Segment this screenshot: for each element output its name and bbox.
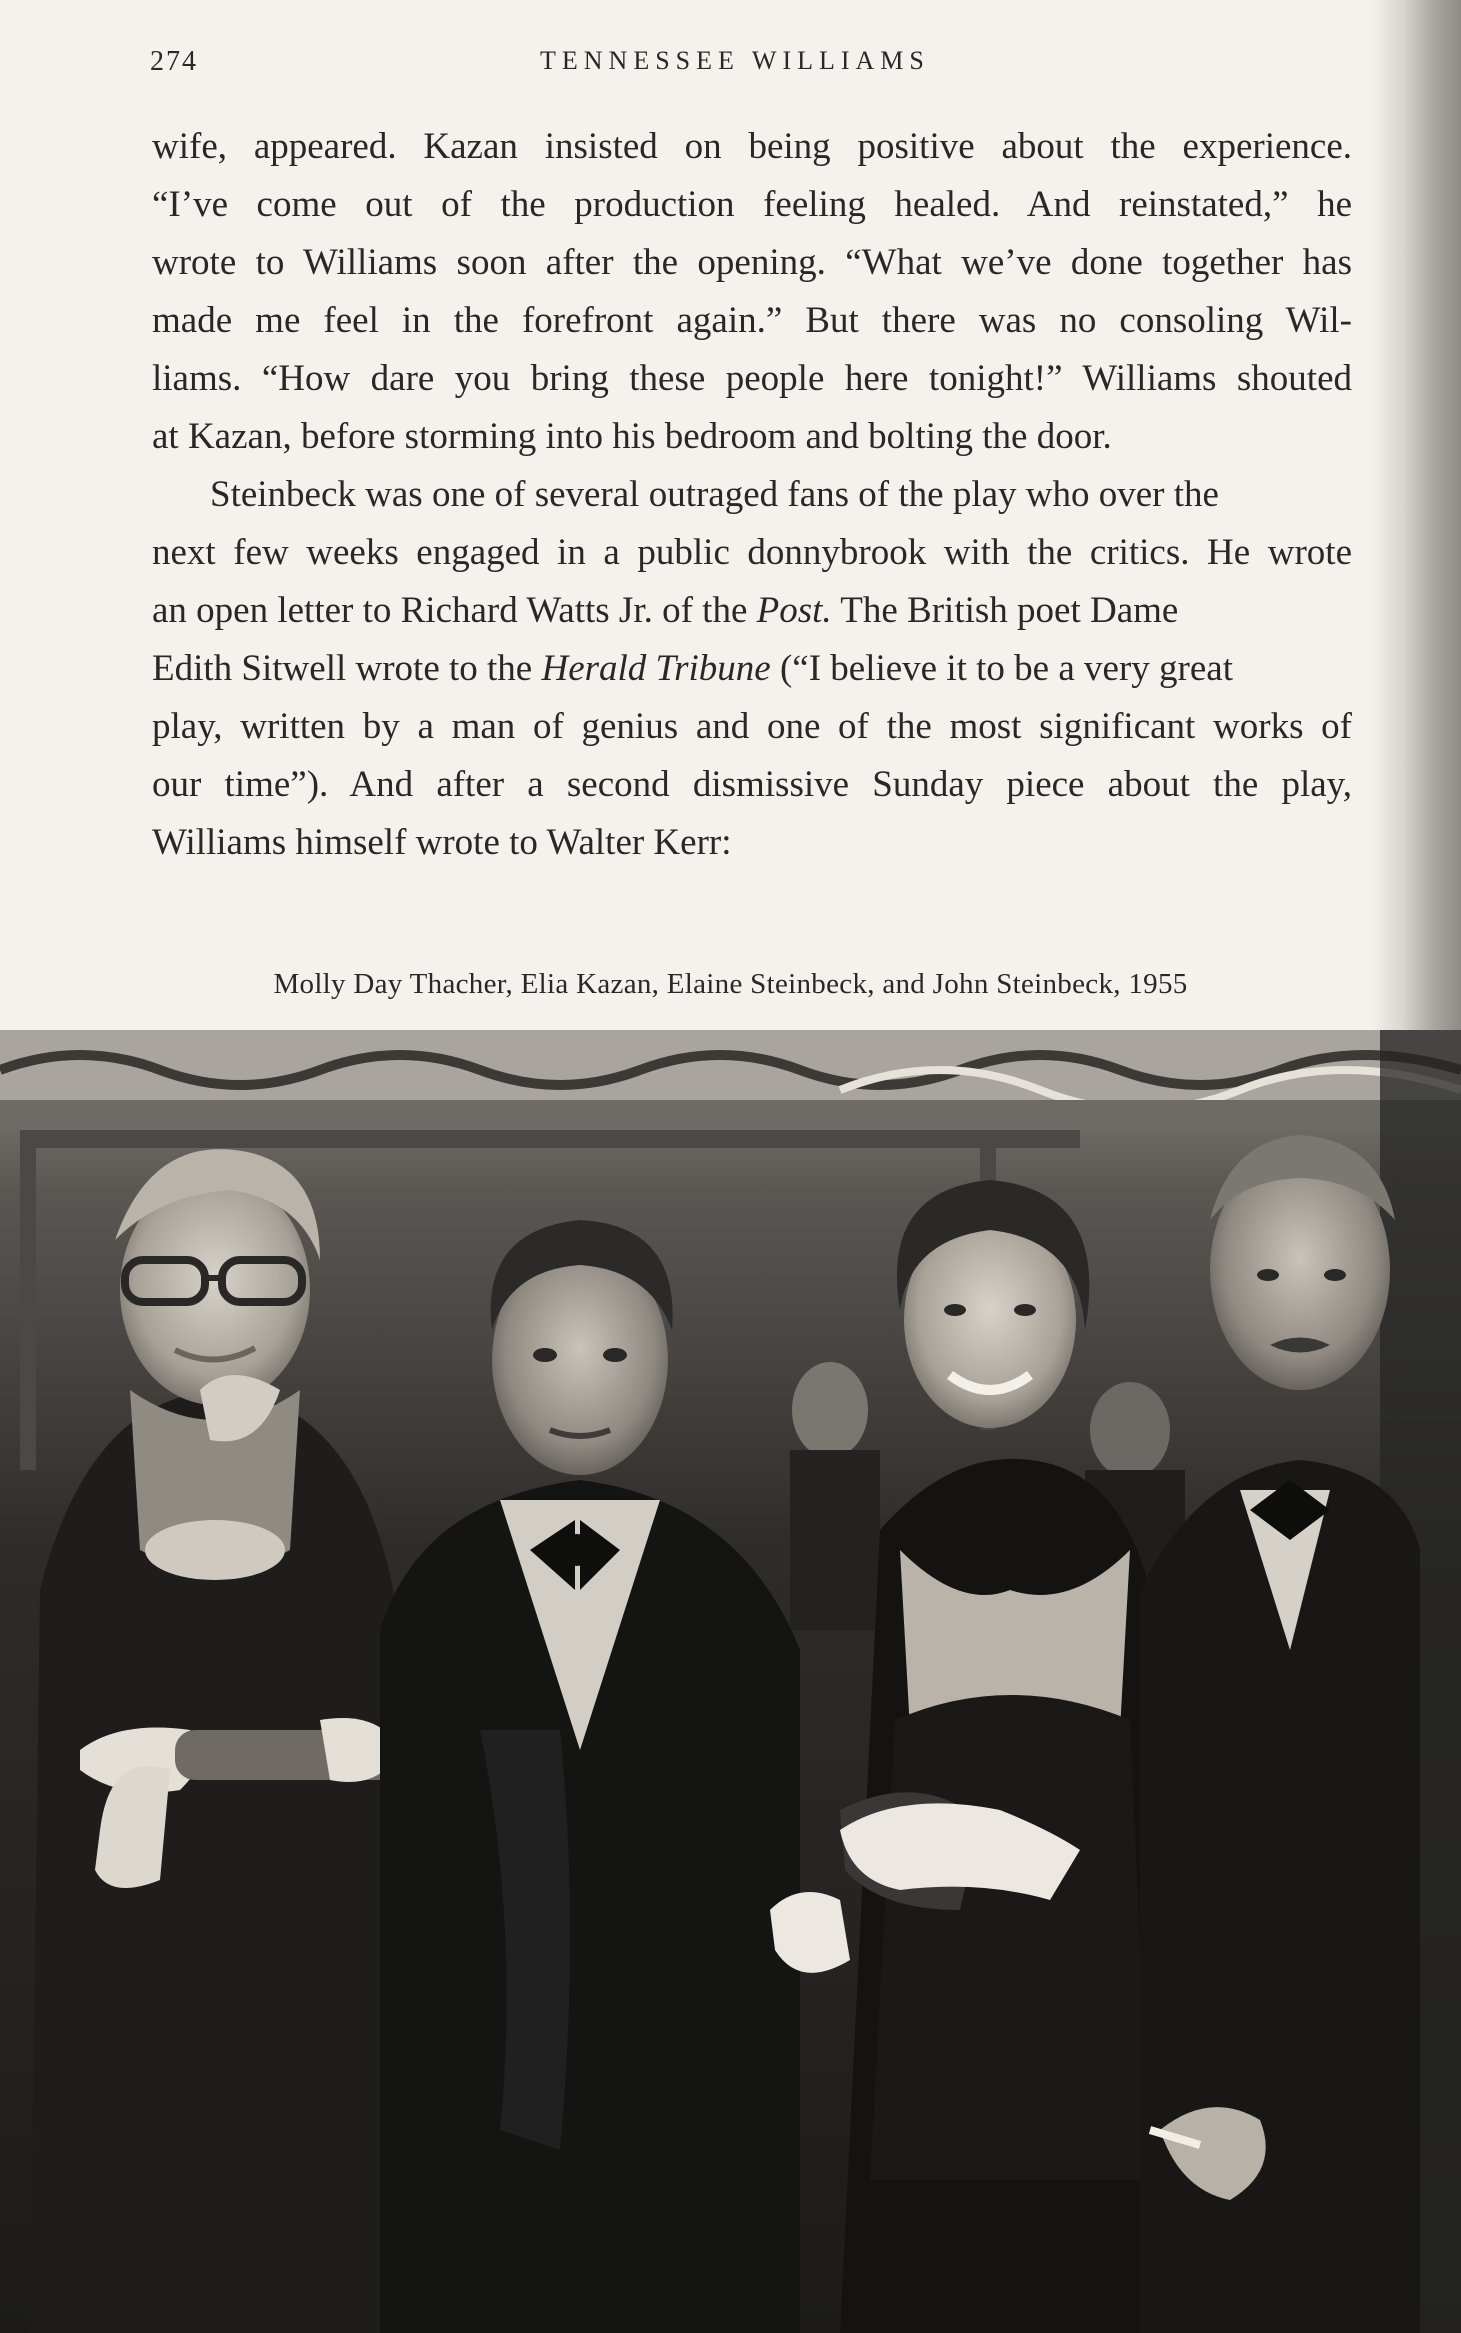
text-fragment: Edith Sitwell wrote to the: [152, 648, 533, 689]
text-line: our time”). And after a second dismissive Sunday piece about the play,: [152, 764, 1352, 805]
running-header: [150, 38, 1330, 88]
text-line: [152, 640, 1352, 698]
text-fragment: The British poet Dame: [840, 590, 1179, 631]
text-fragment: (“I believe it to be a very great: [779, 648, 1233, 689]
text-fragment: an open letter to Richard Watts Jr. of the: [152, 590, 748, 631]
text-line: liams. “How dare you bring these people here tonight!” Williams shouted: [152, 358, 1352, 399]
text-line: play, written by a man of genius and one of the most significant works of: [152, 706, 1352, 747]
text-line: at Kazan, before storming into his bedroom and bolting the door.: [152, 416, 1112, 457]
photo-illustration: [0, 1030, 1461, 2333]
publication-title-herald-tribune: Herald Tribune: [541, 648, 771, 689]
page-number: 274: [150, 46, 198, 77]
text-line: “I’ve come out of the production feeling healed. And reinstated,” he: [152, 184, 1352, 225]
text-line: wife, appeared. Kazan insisted on being positive about the experience.: [152, 126, 1352, 167]
text-line: Williams himself wrote to Walter Kerr:: [152, 822, 732, 863]
text-line: wrote to Williams soon after the opening. “What we’ve done together has: [152, 242, 1352, 283]
text-line: [152, 582, 1352, 640]
page-gutter-shadow: [1371, 0, 1461, 1030]
text-line: made me feel in the forefront again.” But there was no consoling Wil-: [152, 300, 1352, 341]
body-text: [152, 118, 1352, 872]
photograph: [0, 1030, 1461, 2333]
text-line: Steinbeck was one of several outraged fans of the play who over the: [210, 474, 1219, 515]
running-title: TENNESSEE WILLIAMS: [540, 46, 930, 75]
publication-title-post: Post.: [756, 590, 832, 631]
text-line: next few weeks engaged in a public donnybrook with the critics. He wrote: [152, 532, 1352, 573]
photo-caption: Molly Day Thacher, Elia Kazan, Elaine Steinbeck, and John Steinbeck, 1955: [273, 968, 1188, 1000]
